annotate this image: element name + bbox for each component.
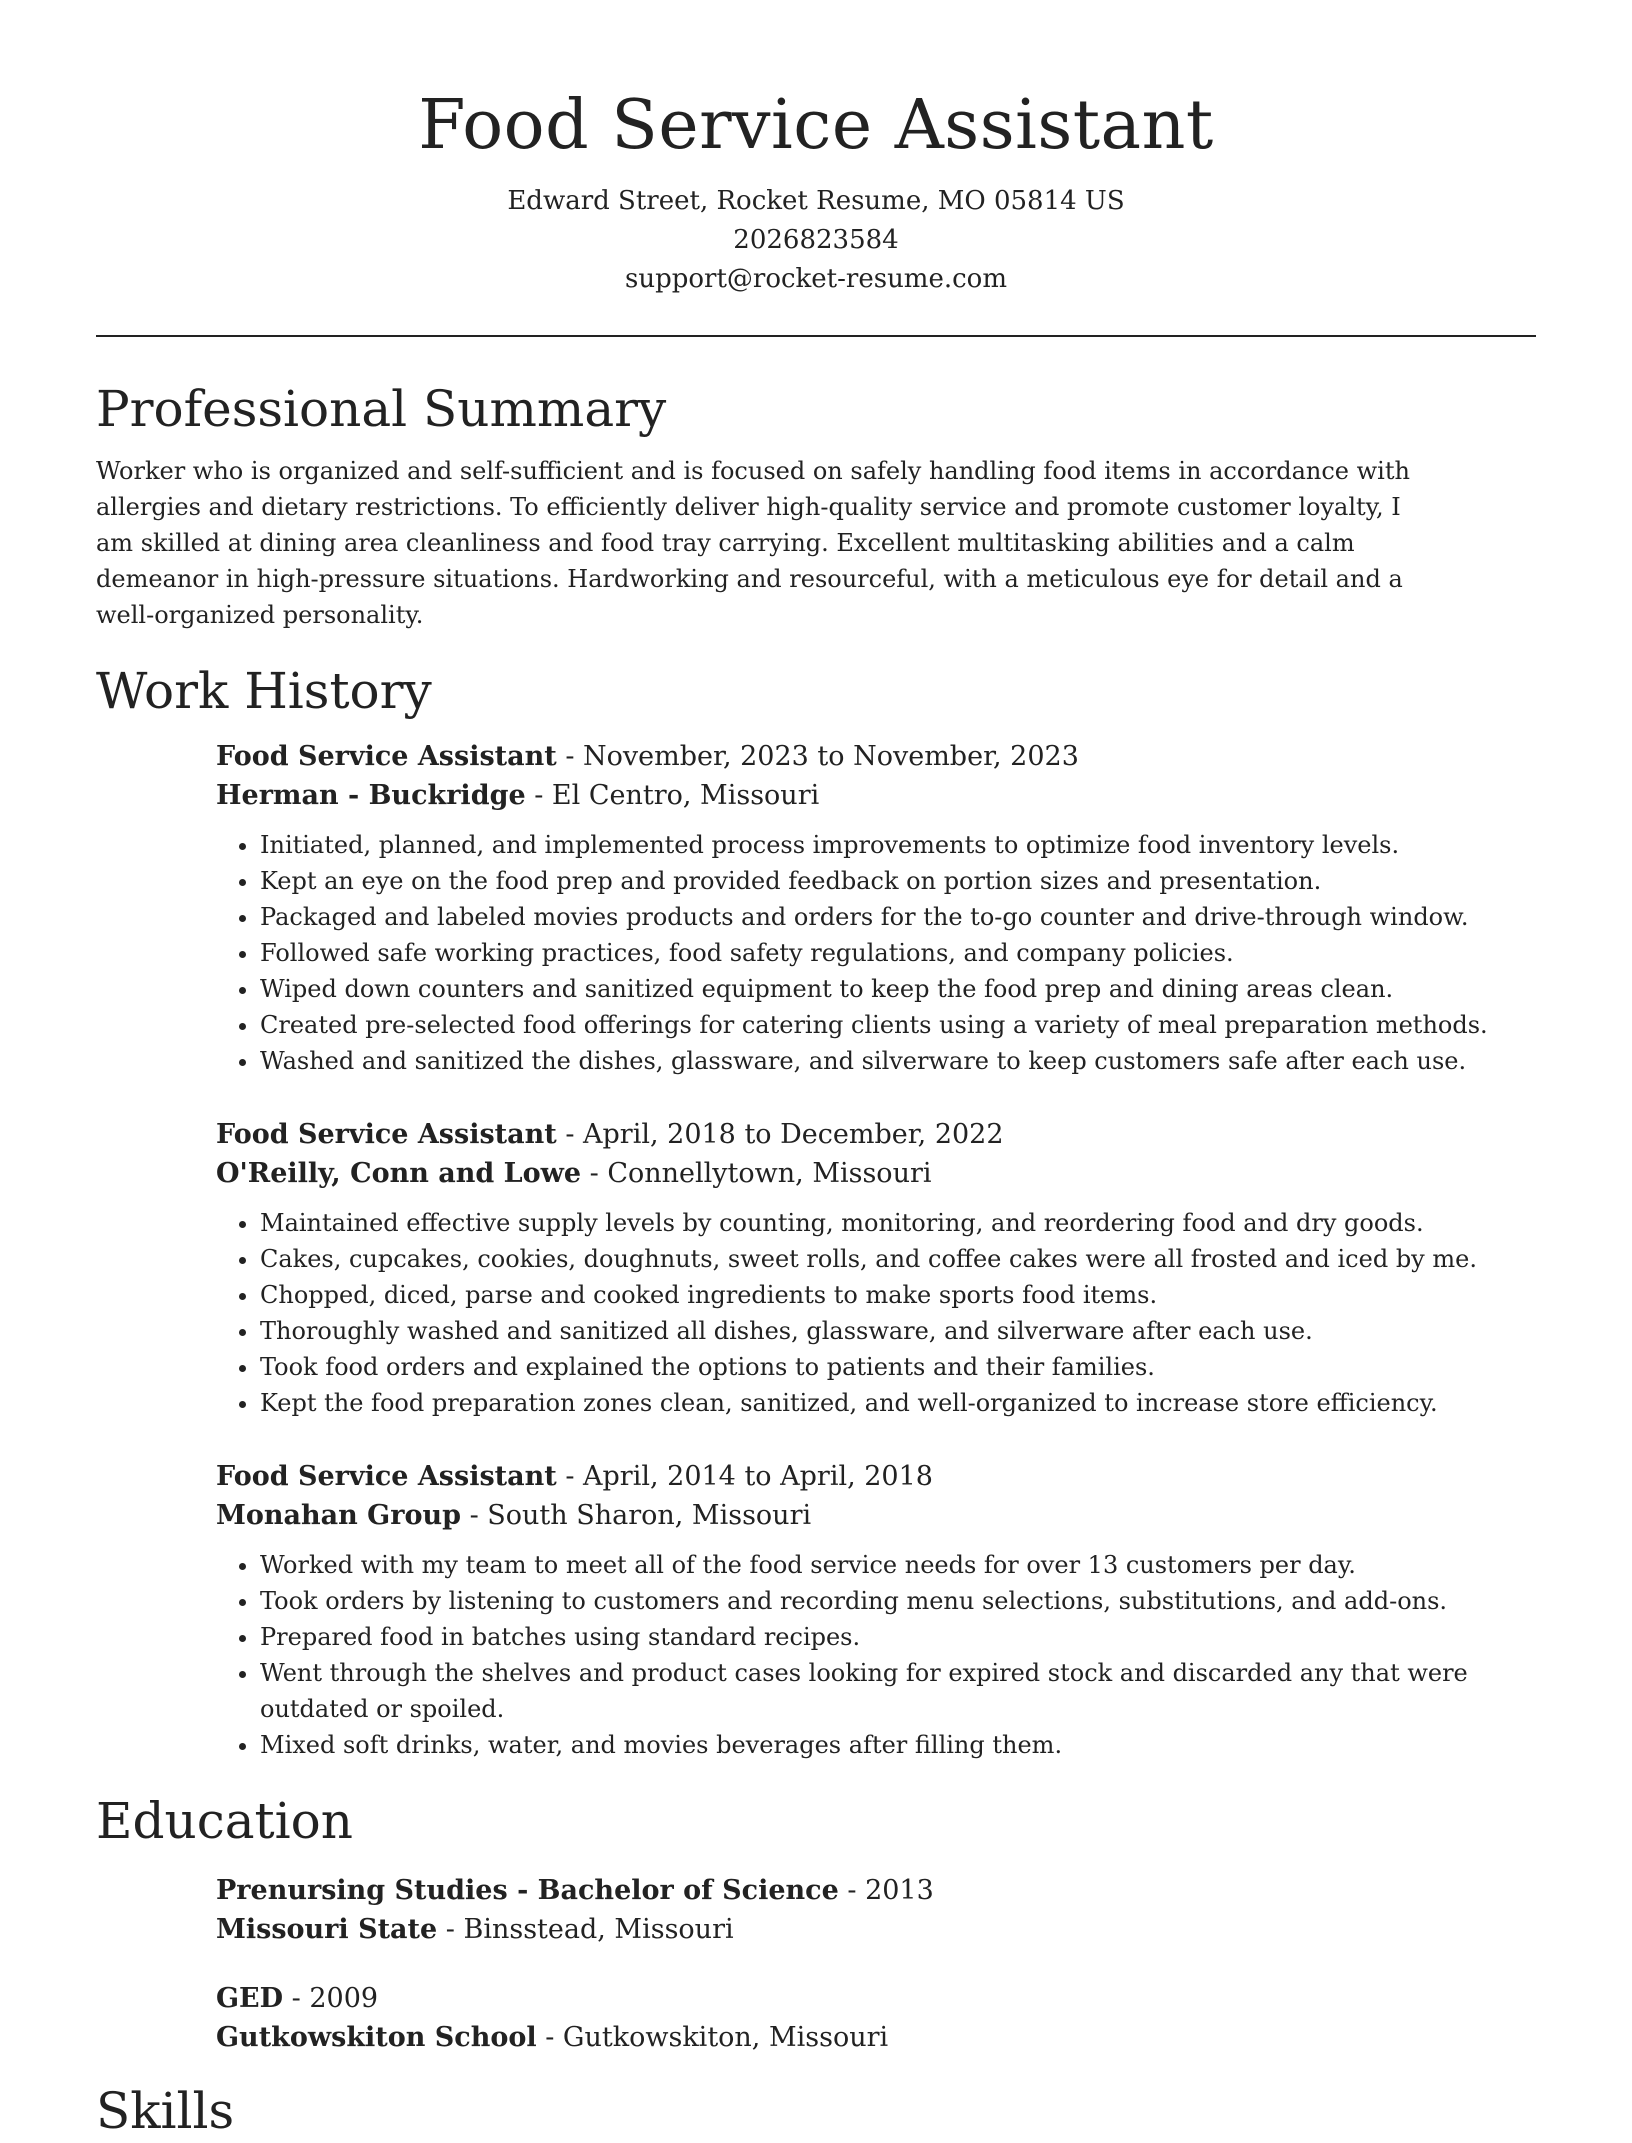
job-dates: - April, 2014 to April, 2018 bbox=[556, 1461, 933, 1492]
job-company: Herman - Buckridge bbox=[216, 780, 526, 811]
list-item: • Prepared food in batches using standard recipes. bbox=[260, 1619, 1536, 1655]
job-title-line bbox=[216, 1115, 1536, 1154]
list-item: • Mixed soft drinks, water, and movies beverages after filling them. bbox=[260, 1727, 1536, 1763]
degree-year: - 2009 bbox=[283, 1983, 379, 2014]
list-item: • Packaged and labeled movies products and orders for the to-go counter and drive-through window. bbox=[260, 899, 1536, 935]
school: Gutkowskiton School bbox=[216, 2022, 537, 2053]
job-location: - El Centro, Missouri bbox=[525, 780, 820, 811]
school-line bbox=[216, 2018, 1536, 2057]
list-item: • Thoroughly washed and sanitized all dishes, glassware, and silverware after each use. bbox=[260, 1313, 1536, 1349]
list-item: • Took food orders and explained the options to patients and their families. bbox=[260, 1349, 1536, 1385]
job-bullets bbox=[216, 827, 1536, 1079]
email: support@rocket-resume.com bbox=[624, 264, 1007, 294]
list-item: • Wiped down counters and sanitized equipment to keep the food prep and dining areas clean. bbox=[260, 971, 1536, 1007]
school: Missouri State bbox=[216, 1914, 438, 1945]
education-entry bbox=[216, 1979, 1536, 2057]
skills-title: Skills bbox=[96, 2082, 235, 2140]
list-item: • Went through the shelves and product cases looking for expired stock and discarded any that were outdated or spoiled. bbox=[260, 1655, 1536, 1727]
education-entry bbox=[216, 1871, 1536, 1949]
education-title: Education bbox=[96, 1792, 353, 1850]
job-company: Monahan Group bbox=[216, 1500, 461, 1531]
list-item: • Maintained effective supply levels by counting, monitoring, and reordering food and dry goods. bbox=[260, 1205, 1536, 1241]
degree-line bbox=[216, 1979, 1536, 2018]
school-location: - Gutkowskiton, Missouri bbox=[536, 2022, 889, 2053]
job-bullets bbox=[216, 1205, 1536, 1421]
list-item: • Worked with my team to meet all of the food service needs for over 13 customers per day. bbox=[260, 1547, 1536, 1583]
resume-page bbox=[96, 0, 1536, 2143]
degree-year: - 2013 bbox=[838, 1875, 934, 1906]
job-location: - Connellytown, Missouri bbox=[581, 1158, 932, 1189]
resume-name: Food Service Assistant bbox=[418, 86, 1214, 165]
work-history-section bbox=[96, 659, 1536, 1763]
job-company-line bbox=[216, 1154, 1536, 1193]
job-company-line bbox=[216, 776, 1536, 815]
summary-text: Worker who is organized and self-sufficient and is focused on safely handling food items in accordance with allergies and dietary restrictions. To efficiently deliver high-quality service and promote customer loyalty, I am skilled at dining area cleanliness and food tray carrying. Excellent multitasking abilities and a calm demeanor in high-pressure situations. Hardworking and resourceful, with a meticulous eye for detail and a well-organized personality. bbox=[96, 457, 1410, 629]
job-location: - South Sharon, Missouri bbox=[460, 1500, 812, 1531]
job-dates: - April, 2018 to December, 2022 bbox=[556, 1119, 1004, 1150]
school-location: - Binsstead, Missouri bbox=[437, 1914, 734, 1945]
phone: 2026823584 bbox=[733, 225, 899, 255]
list-item: • Cakes, cupcakes, cookies, doughnuts, sweet rolls, and coffee cakes were all frosted and iced by me. bbox=[260, 1241, 1536, 1277]
job-entry bbox=[216, 737, 1536, 1079]
address: Edward Street, Rocket Resume, MO 05814 US bbox=[507, 186, 1125, 216]
job-role: Food Service Assistant bbox=[216, 1119, 557, 1150]
education-section bbox=[96, 1789, 1536, 2057]
job-dates: - November, 2023 to November, 2023 bbox=[556, 741, 1079, 772]
list-item: • Took orders by listening to customers and recording menu selections, substitutions, and add-ons. bbox=[260, 1583, 1536, 1619]
list-item: • Created pre-selected food offerings for catering clients using a variety of meal preparation methods. bbox=[260, 1007, 1536, 1043]
job-bullets bbox=[216, 1547, 1536, 1763]
list-item: • Chopped, diced, parse and cooked ingredients to make sports food items. bbox=[260, 1277, 1536, 1313]
list-item: • Kept the food preparation zones clean, sanitized, and well-organized to increase store efficiency. bbox=[260, 1385, 1536, 1421]
header-divider bbox=[96, 335, 1536, 337]
job-role: Food Service Assistant bbox=[216, 1461, 557, 1492]
list-item: • Initiated, planned, and implemented process improvements to optimize food inventory levels. bbox=[260, 827, 1536, 863]
summary-section bbox=[96, 377, 1536, 633]
job-entry bbox=[216, 1457, 1536, 1763]
skills-section bbox=[96, 2079, 1536, 2143]
contact-info bbox=[96, 182, 1536, 299]
job-title-line bbox=[216, 1457, 1536, 1496]
job-company: O'Reilly, Conn and Lowe bbox=[216, 1158, 582, 1189]
degree-line bbox=[216, 1871, 1536, 1910]
list-item: • Washed and sanitized the dishes, glassware, and silverware to keep customers safe after each use. bbox=[260, 1043, 1536, 1079]
job-title-line bbox=[216, 737, 1536, 776]
job-company-line bbox=[216, 1496, 1536, 1535]
job-entry bbox=[216, 1115, 1536, 1421]
list-item: • Kept an eye on the food prep and provided feedback on portion sizes and presentation. bbox=[260, 863, 1536, 899]
degree: Prenursing Studies - Bachelor of Science bbox=[216, 1875, 839, 1906]
job-role: Food Service Assistant bbox=[216, 741, 557, 772]
degree: GED bbox=[216, 1983, 284, 2014]
school-line bbox=[216, 1910, 1536, 1949]
summary-title: Professional Summary bbox=[96, 380, 667, 438]
work-history-title: Work History bbox=[96, 662, 432, 720]
list-item: • Followed safe working practices, food safety regulations, and company policies. bbox=[260, 935, 1536, 971]
